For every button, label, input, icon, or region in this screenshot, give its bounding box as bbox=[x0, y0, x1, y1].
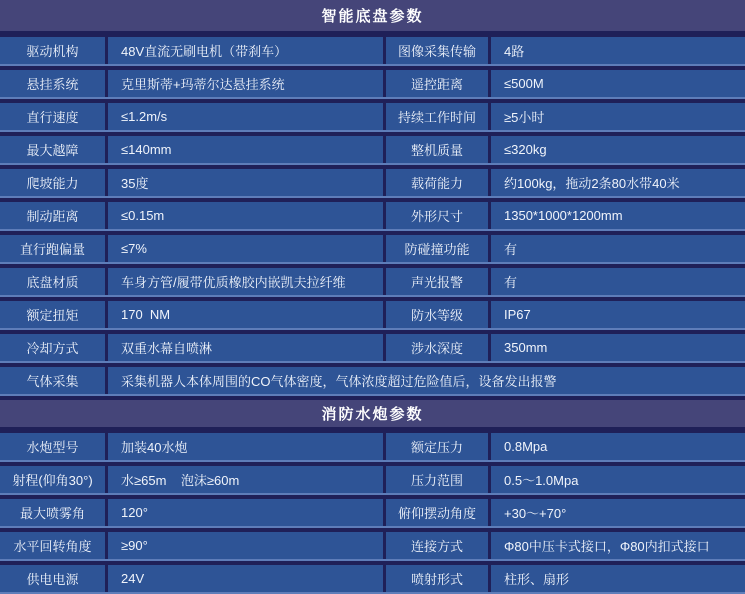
spec-value-cell: ≥5小时 bbox=[491, 103, 745, 130]
spec-label-cell: 制动距离 bbox=[0, 202, 105, 229]
spec-row bbox=[0, 466, 745, 495]
spec-value-cell: 克里斯蒂+玛蒂尔达悬挂系统 bbox=[108, 70, 383, 97]
spec-value-cell: ≤1.2m/s bbox=[108, 103, 383, 130]
spec-value-cell: ≤320kg bbox=[491, 136, 745, 163]
spec-value-cell: 4路 bbox=[491, 37, 745, 64]
spec-label-cell: 直行速度 bbox=[0, 103, 105, 130]
spec-label-cell: 气体采集 bbox=[0, 367, 105, 394]
spec-value-cell: 车身方管/履带优质橡胶内嵌凯夫拉纤维 bbox=[108, 268, 383, 295]
spec-row bbox=[0, 70, 745, 99]
spec-label-cell: 水平回转角度 bbox=[0, 532, 105, 559]
spec-label-cell: 连接方式 bbox=[386, 532, 488, 559]
spec-row bbox=[0, 367, 745, 396]
spec-label-cell: 悬挂系统 bbox=[0, 70, 105, 97]
spec-label-cell: 额定扭矩 bbox=[0, 301, 105, 328]
spec-label-cell: 声光报警 bbox=[386, 268, 488, 295]
spec-value-cell: IP67 bbox=[491, 301, 745, 328]
spec-value-cell: 170 NM bbox=[108, 301, 383, 328]
spec-label-cell: 外形尺寸 bbox=[386, 202, 488, 229]
spec-row bbox=[0, 103, 745, 132]
spec-row bbox=[0, 433, 745, 462]
spec-row bbox=[0, 499, 745, 528]
spec-value-cell: ≥90° bbox=[108, 532, 383, 559]
spec-row bbox=[0, 532, 745, 561]
spec-label-cell: 供电电源 bbox=[0, 565, 105, 592]
spec-row bbox=[0, 301, 745, 330]
spec-value-cell: ≤140mm bbox=[108, 136, 383, 163]
spec-value-cell: Φ80中压卡式接口，Φ80内扣式接口 bbox=[491, 532, 745, 559]
spec-label-cell: 压力范围 bbox=[386, 466, 488, 493]
spec-label-cell: 水炮型号 bbox=[0, 433, 105, 460]
spec-value-cell: 水≥65m 泡沫≥60m bbox=[108, 466, 383, 493]
spec-label-cell: 防碰撞功能 bbox=[386, 235, 488, 262]
spec-section bbox=[0, 400, 745, 594]
spec-label-cell: 喷射形式 bbox=[386, 565, 488, 592]
spec-value-cell: 有 bbox=[491, 268, 745, 295]
spec-row bbox=[0, 202, 745, 231]
spec-label-cell: 直行跑偏量 bbox=[0, 235, 105, 262]
spec-row bbox=[0, 268, 745, 297]
spec-value-cell: ≤0.15m bbox=[108, 202, 383, 229]
spec-row bbox=[0, 235, 745, 264]
spec-value-cell: 采集机器人本体周围的CO气体密度，气体浓度超过危险值后，设备发出报警 bbox=[108, 367, 745, 394]
spec-value-cell: 有 bbox=[491, 235, 745, 262]
spec-label-cell: 射程(仰角30°) bbox=[0, 466, 105, 493]
spec-row bbox=[0, 136, 745, 165]
spec-value-cell: 0.5～1.0Mpa bbox=[491, 466, 745, 493]
spec-value-cell: 350mm bbox=[491, 334, 745, 361]
spec-label-cell: 载荷能力 bbox=[386, 169, 488, 196]
spec-row bbox=[0, 334, 745, 363]
spec-label-cell: 额定压力 bbox=[386, 433, 488, 460]
spec-label-cell: 遥控距离 bbox=[386, 70, 488, 97]
spec-value-cell: 柱形、扇形 bbox=[491, 565, 745, 592]
spec-label-cell: 驱动机构 bbox=[0, 37, 105, 64]
spec-value-cell: 双重水幕自喷淋 bbox=[108, 334, 383, 361]
spec-label-cell: 整机质量 bbox=[386, 136, 488, 163]
spec-value-cell: 1350*1000*1200mm bbox=[491, 202, 745, 229]
spec-label-cell: 图像采集传输 bbox=[386, 37, 488, 64]
spec-label-cell: 涉水深度 bbox=[386, 334, 488, 361]
spec-label-cell: 底盘材质 bbox=[0, 268, 105, 295]
spec-value-cell: 约100kg，拖动2条80水带40米 bbox=[491, 169, 745, 196]
spec-value-cell: 0.8Mpa bbox=[491, 433, 745, 460]
spec-value-cell: 35度 bbox=[108, 169, 383, 196]
spec-value-cell: 120° bbox=[108, 499, 383, 526]
spec-value-cell: +30～+70° bbox=[491, 499, 745, 526]
section-title: 智能底盘参数 bbox=[0, 0, 745, 31]
spec-label-cell: 爬坡能力 bbox=[0, 169, 105, 196]
spec-row bbox=[0, 565, 745, 594]
spec-value-cell: ≤500M bbox=[491, 70, 745, 97]
spec-value-cell: ≤7% bbox=[108, 235, 383, 262]
spec-value-cell: 加装40水炮 bbox=[108, 433, 383, 460]
spec-label-cell: 持续工作时间 bbox=[386, 103, 488, 130]
spec-label-cell: 最大喷雾角 bbox=[0, 499, 105, 526]
section-title: 消防水炮参数 bbox=[0, 400, 745, 427]
spec-label-cell: 冷却方式 bbox=[0, 334, 105, 361]
spec-label-cell: 最大越障 bbox=[0, 136, 105, 163]
spec-value-cell: 48V直流无刷电机（带刹车） bbox=[108, 37, 383, 64]
spec-label-cell: 防水等级 bbox=[386, 301, 488, 328]
spec-row bbox=[0, 37, 745, 66]
spec-value-cell: 24V bbox=[108, 565, 383, 592]
spec-label-cell: 俯仰摆动角度 bbox=[386, 499, 488, 526]
spec-row bbox=[0, 169, 745, 198]
